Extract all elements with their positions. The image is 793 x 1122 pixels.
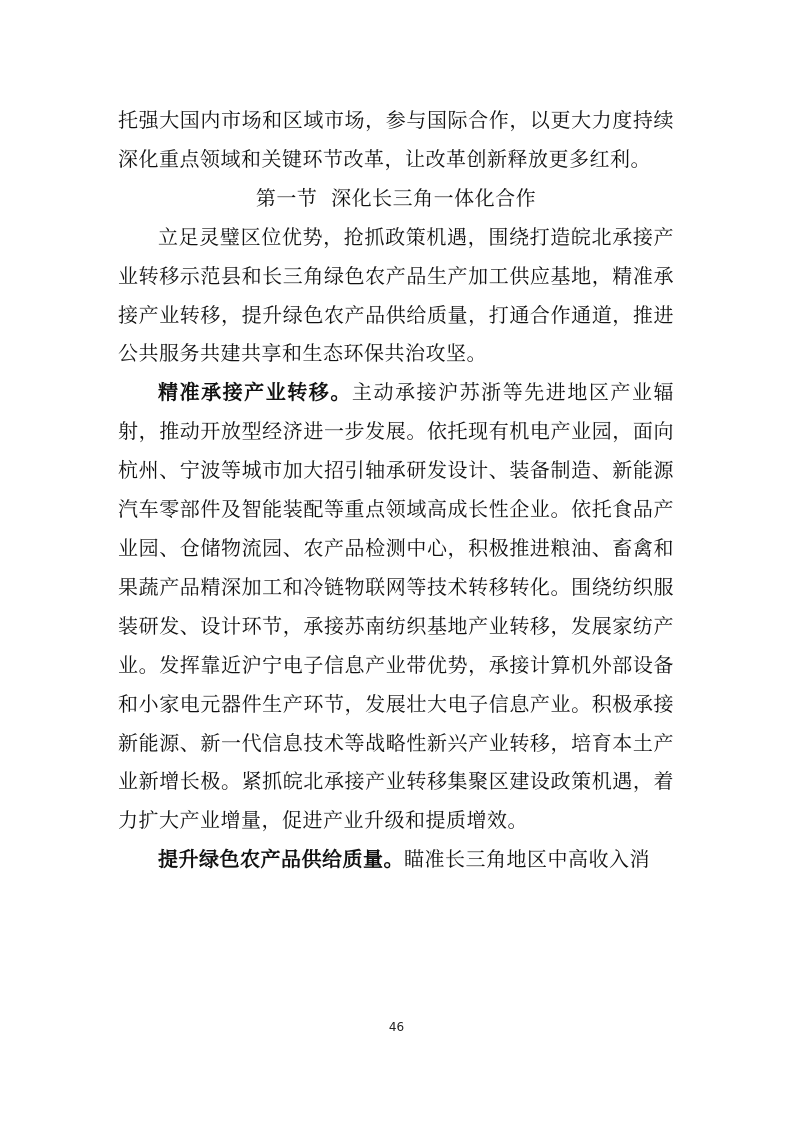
paragraph-lead-green-agri: 提升绿色农产品供给质量。 [158, 847, 404, 872]
intro-paragraph: 立足灵璧区位优势，抢抓政策机遇，围绕打造皖北承接产业转移示范县和长三角绿色农产品生产加工供应基地，精准承接产业转移，提升绿色农产品供给质量，打通合作通道，推进公共服务共建共享和生态环保共治攻坚。 [118, 224, 674, 366]
paragraph-body-green-agri: 瞄准长三角地区中高收入消 [404, 847, 650, 872]
section-heading: 第一节 深化长三角一体化合作 [255, 185, 537, 210]
paragraph-lead-industry-transfer: 精准承接产业转移。 [158, 380, 352, 405]
opening-paragraph: 托强大国内市场和区域市场，参与国际合作，以更大力度持续深化重点领域和关键环节改革，让改革创新释放更多红利。 [118, 108, 674, 171]
paragraph-industry-transfer [118, 373, 674, 840]
paragraph-green-agri [118, 840, 674, 879]
page-number: 46 [388, 1020, 405, 1034]
paragraph-body-industry-transfer: 主动承接沪苏浙等先进地区产业辐射，推动开放型经济进一步发展。依托现有机电产业园，面向杭州、宁波等城市加大招引轴承研发设计、装备制造、新能源汽车零部件及智能装配等重点领域高成长性企业。依托食品产业园、仓储物流园、农产品检测中心，积极推进粮油、畜禽和果蔬产品精深加工和冷链物联网等技术转移转化。围绕纺织服装研发、设计环节，承接苏南纺织基地产业转移，发展家纺产业。发挥靠近沪宁电子信息产业带优势，承接计算机外部设备和小家电元器件生产环节，发展壮大电子信息产业。积极承接新能源、新一代信息技术等战略性新兴产业转移，培育本土产业新增长极。紧抓皖北承接产业转移集聚区建设政策机遇，着力扩大产业增量，促进产业升级和提质增效。 [118, 380, 675, 833]
document-body [118, 101, 674, 879]
